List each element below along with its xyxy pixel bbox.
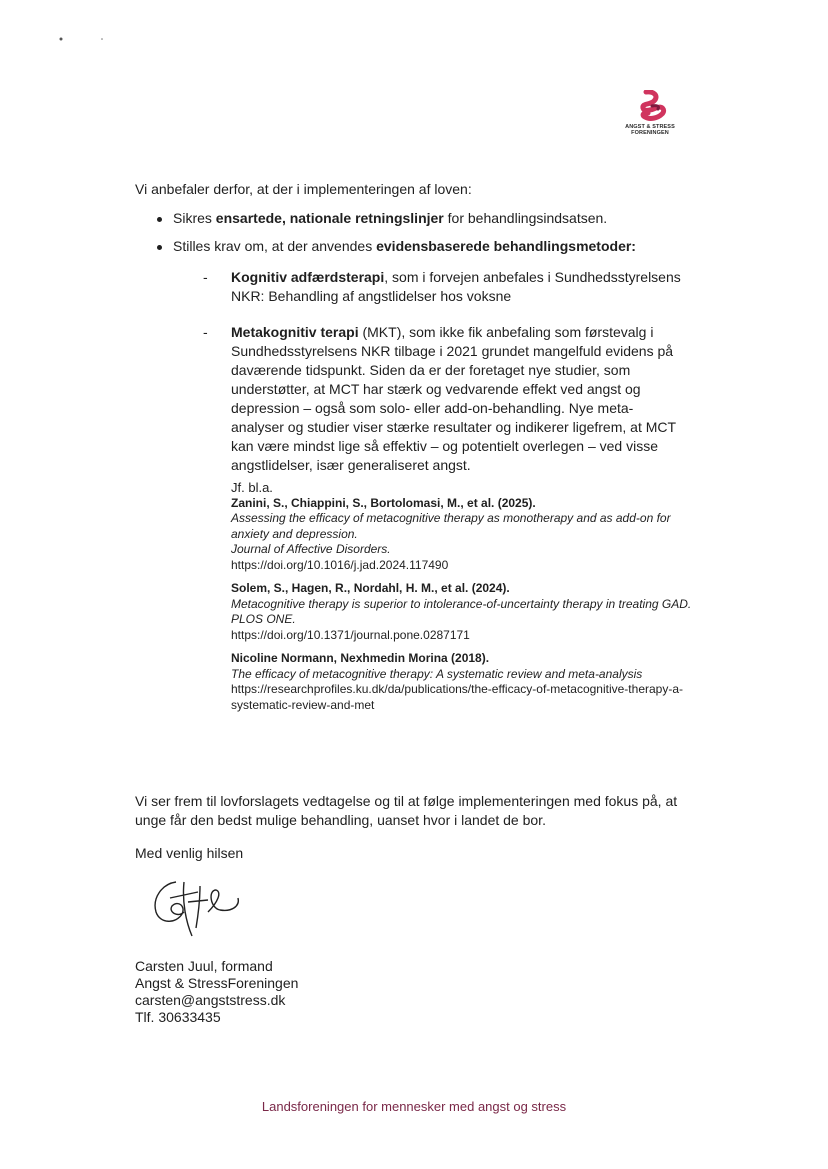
bullet-emphasis: evidensbaserede behandlingsmetoder: bbox=[376, 238, 636, 254]
reference-item bbox=[231, 651, 701, 713]
bullet-text: for behandlingsindsatsen. bbox=[443, 210, 608, 226]
scan-artifact-icon bbox=[58, 34, 108, 44]
reference-title: The efficacy of metacognitive therapy: A systematic review and meta-analysis bbox=[231, 666, 643, 681]
logo-line-2: FORENINGEN bbox=[631, 130, 669, 136]
sender-name: Carsten Juul, formand bbox=[135, 958, 273, 974]
subitem-cbt bbox=[203, 268, 683, 306]
logo-line-1: ANGST & STRESS bbox=[625, 124, 675, 130]
reference-item bbox=[231, 496, 701, 574]
dash-marker: - bbox=[203, 269, 208, 285]
page-footer: Landsforeningen for mennesker med angst og stress bbox=[261, 1099, 567, 1114]
bullet-icon bbox=[157, 245, 162, 250]
reference-title: Metacognitive therapy is superior to intolerance-of-uncertainty therapy in treating GAD. bbox=[231, 596, 692, 611]
subitem-text: (MKT), som ikke fik anbefaling som førstevalg i Sundhedsstyrelsens NKR tilbage i 2021 grundet mangelfuld evidens på daværende tidspunkt. Siden da er der foretaget nye studier, som understøtter, at MCT har stærk og vedvarende effekt ved angst og depression – også som solo- eller add-on-behandling. Nye meta-analyser og studier viser stærke resultater og indikerer ligefrem, at MCT kan være mindst lige så effektiv – og potentielt overlegen – ved visse angstlidelser, især generaliseret angst. bbox=[231, 324, 676, 473]
subitem-title: Kognitiv adfærdsterapi bbox=[231, 269, 385, 285]
intro-sentence: Vi anbefaler derfor, at der i implementeringen af loven: bbox=[135, 181, 472, 197]
dash-marker: - bbox=[203, 324, 208, 340]
references-block bbox=[231, 480, 701, 721]
reference-link[interactable]: https://doi.org/10.1016/j.jad.2024.117490 bbox=[231, 557, 449, 572]
bullet-text: Sikres bbox=[173, 210, 216, 226]
reference-authors: Zanini, S., Chiappini, S., Bortolomasi, M., et al. (2025). bbox=[231, 495, 536, 510]
reference-link[interactable]: https://doi.org/10.1371/journal.pone.0287171 bbox=[231, 627, 470, 642]
logo-swirl-icon bbox=[632, 90, 668, 124]
list-item bbox=[135, 238, 695, 255]
reference-authors: Solem, S., Hagen, R., Nordahl, H. M., et al. (2024). bbox=[231, 581, 510, 595]
subitem-mct bbox=[203, 323, 683, 475]
reference-journal: Journal of Affective Disorders. bbox=[231, 542, 391, 556]
reference-authors: Nicoline Normann, Nexhmedin Morina (2018). bbox=[231, 651, 490, 665]
greeting: Med venlig hilsen bbox=[135, 845, 244, 861]
bullet-text: Stilles krav om, at der anvendes bbox=[173, 238, 377, 254]
bullet-icon bbox=[157, 217, 162, 222]
references-intro: Jf. bl.a. bbox=[231, 480, 273, 495]
reference-link[interactable]: https://researchprofiles.ku.dk/da/publications/the-efficacy-of-metacognitive-therapy-a-systematic-review-and-met bbox=[231, 682, 683, 712]
signature-icon bbox=[148, 872, 258, 944]
recommendation-list bbox=[135, 210, 695, 266]
bullet-emphasis: ensartede, nationale retningslinjer bbox=[215, 210, 444, 226]
sender-phone: Tlf. 30633435 bbox=[135, 1009, 221, 1025]
reference-journal: PLOS ONE. bbox=[231, 612, 296, 626]
subitem-title: Metakognitiv terapi bbox=[231, 324, 359, 340]
sender-email[interactable]: carsten@angststress.dk bbox=[135, 992, 286, 1008]
list-item bbox=[135, 210, 695, 227]
sender-block bbox=[135, 958, 298, 1026]
closing-paragraph: Vi ser frem til lovforslagets vedtagelse og til at følge implementeringen med fokus på, at unge får den bedst mulige behandling, uanset hvor i landet de bor. bbox=[135, 793, 678, 828]
reference-item bbox=[231, 581, 701, 643]
reference-title: Assessing the efficacy of metacognitive therapy as monotherapy and as add-on for anxiety and depression. bbox=[231, 511, 671, 541]
organization-logo bbox=[612, 90, 688, 136]
subitem-text: , som i forvejen anbefales i Sundhedsstyrelsens NKR: Behandling af angstlidelser hos voksne bbox=[231, 269, 681, 304]
sender-organization: Angst & StressForeningen bbox=[135, 975, 299, 991]
